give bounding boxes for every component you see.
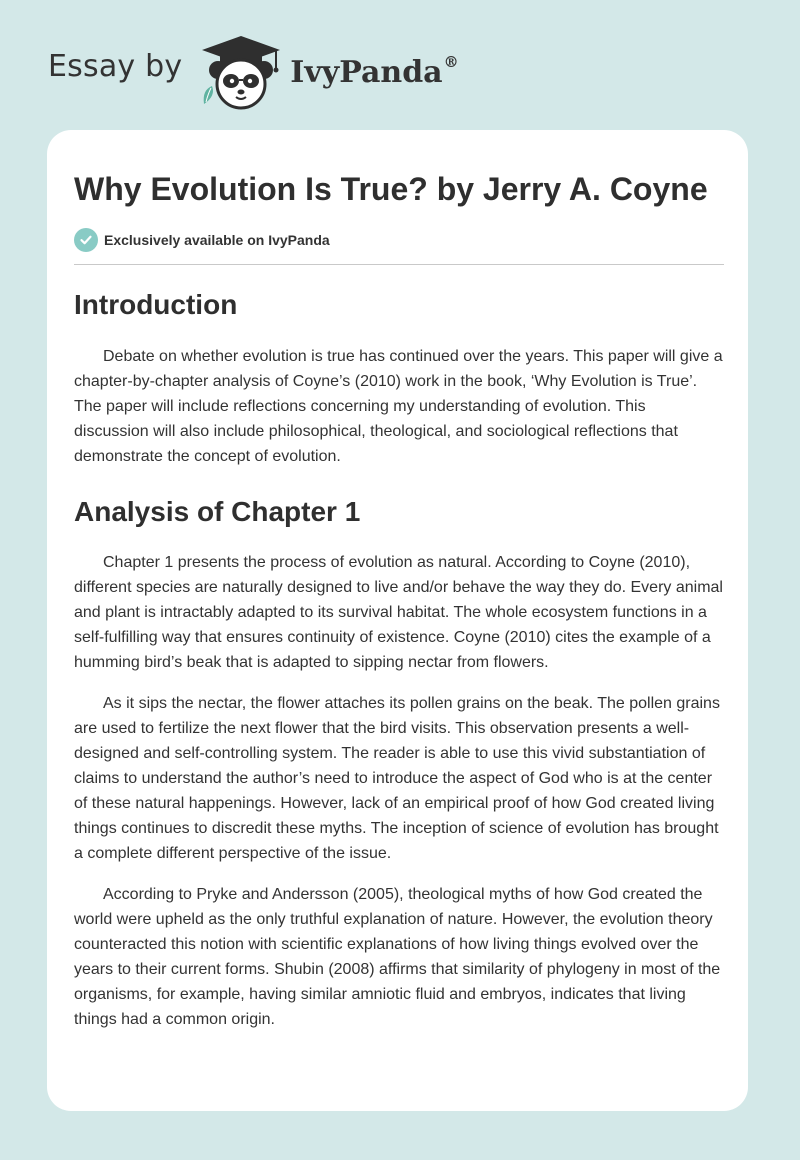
- registered-mark: ®: [443, 52, 459, 71]
- panda-graduate-icon[interactable]: [196, 30, 286, 110]
- paragraph: Chapter 1 presents the process of evolution as natural. According to Coyne (2010), different species are naturally designed to live and/or behave the way they do. Every animal and plant is intractably adapted to its survival habitat. The whole ecosystem functions in a self-fulfilling way that ensures continuity of existence. Coyne (2010) cites the example of a humming bird’s beak that is adapted to sipping nectar from flowers.: [74, 554, 723, 671]
- brand-name[interactable]: IvyPanda®: [290, 52, 459, 90]
- page-title: Why Evolution Is True? by Jerry A. Coyne: [74, 171, 708, 207]
- title-divider: [74, 264, 724, 265]
- paragraph: As it sips the nectar, the flower attaches its pollen grains on the beak. The pollen grains are used to fertilize the next flower that the bird visits. This observation presents a well-designed and self-controlling system. The reader is able to use this vivid substantiation of claims to understand the author’s need to introduce the aspect of God who is at the center of these natural happenings. However, lack of an empirical proof of how God created living things continues to discredit these myths. The inception of science of evolution has brought a complete different perspective of the issue.: [74, 695, 720, 862]
- paragraph: Debate on whether evolution is true has continued over the years. This paper will give a chapter-by-chapter analysis of Coyne’s (2010) work in the book, ‘Why Evolution is True’. The paper will include reflections concerning my understanding of evolution. This discussion will also include philosophical, theological, and sociological reflections that demonstrate the concept of evolution.: [74, 348, 723, 465]
- site-header: [48, 30, 459, 110]
- check-circle-icon: [74, 228, 98, 252]
- essay-content: [74, 168, 724, 1032]
- section-heading: Introduction: [74, 289, 238, 320]
- essay-by-label: Essay by: [48, 48, 183, 84]
- exclusive-badge: [74, 226, 724, 254]
- paragraph: According to Pryke and Andersson (2005), theological myths of how God created the world were upheld as the only truthful explanation of nature. However, the evolution theory counteracted this notion with scientific explanations of how living things evolved over the years to their current forms. Shubin (2008) affirms that similarity of phylogeny in most of the organisms, for example, having similar amniotic fluid and embryos, indicates that living things had a common origin.: [74, 886, 721, 1028]
- essay-card: [47, 130, 748, 1111]
- exclusive-badge-text: Exclusively available on IvyPanda: [104, 232, 330, 248]
- section-heading: Analysis of Chapter 1: [74, 496, 361, 527]
